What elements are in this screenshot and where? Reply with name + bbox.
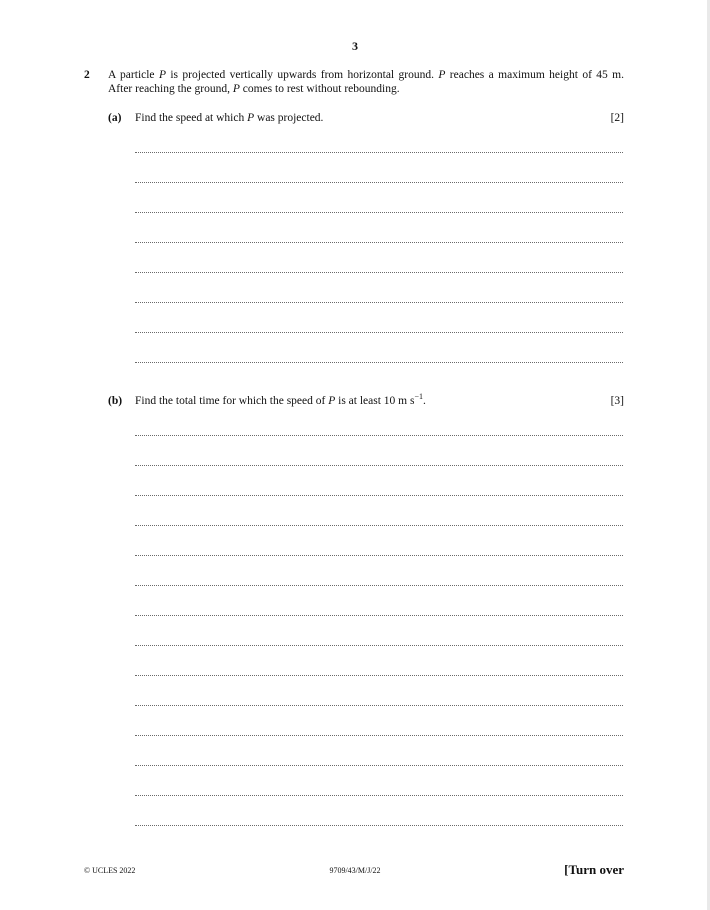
stem-var: P [438, 69, 446, 81]
answer-line[interactable] [135, 645, 623, 646]
answer-line[interactable] [135, 212, 623, 213]
answer-line[interactable] [135, 705, 623, 706]
answer-line[interactable] [135, 585, 623, 586]
answer-line[interactable] [135, 825, 623, 826]
answer-line[interactable] [135, 302, 623, 303]
answer-line[interactable] [135, 555, 623, 556]
answer-line[interactable] [135, 615, 623, 616]
part-b-text: Find the total time for which the speed of [135, 395, 329, 407]
answer-line[interactable] [135, 765, 623, 766]
stem-text: comes to rest without rebounding. [239, 83, 400, 95]
answer-line[interactable] [135, 362, 623, 363]
part-b-superscript: −1 [414, 392, 423, 402]
stem-text: reaches a maximum height of 45 m. After reaching the ground, [108, 69, 624, 95]
part-b-text-end: . [423, 395, 426, 407]
part-a-marks: [2] [610, 112, 624, 124]
answer-line[interactable] [135, 242, 623, 243]
stem-var: P [158, 69, 166, 81]
part-a-var: P [247, 112, 255, 124]
part-a-text: Find the speed at which [135, 112, 248, 124]
answer-line[interactable] [135, 495, 623, 496]
answer-line[interactable] [135, 525, 623, 526]
answer-line[interactable] [135, 332, 623, 333]
stem-var: P [232, 83, 240, 95]
footer-turn-over: [Turn over [564, 862, 624, 877]
part-a-question [135, 111, 323, 125]
answer-line[interactable] [135, 465, 623, 466]
part-b-marks: [3] [610, 395, 624, 407]
part-b-question [135, 394, 426, 408]
question-stem [108, 68, 624, 96]
stem-text: A particle [108, 69, 159, 81]
answer-line[interactable] [135, 182, 623, 183]
part-a-text-end: was projected. [254, 112, 324, 124]
part-b-label: (b) [108, 395, 123, 407]
question-number: 2 [84, 69, 90, 81]
answer-line[interactable] [135, 795, 623, 796]
answer-line[interactable] [135, 435, 623, 436]
answer-line[interactable] [135, 272, 623, 273]
part-a-label: (a) [108, 112, 122, 124]
part-b-var: P [328, 395, 336, 407]
footer-paper-code: 9709/43/M/J/22 [329, 866, 381, 875]
answer-line[interactable] [135, 735, 623, 736]
part-b-text-mid: is at least 10 m s [335, 395, 415, 407]
stem-text: is projected vertically upwards from horizontal ground. [165, 69, 439, 81]
answer-line[interactable] [135, 675, 623, 676]
page-number: 3 [352, 39, 358, 53]
footer-copyright: © UCLES 2022 [84, 866, 136, 875]
answer-line[interactable] [135, 152, 623, 153]
